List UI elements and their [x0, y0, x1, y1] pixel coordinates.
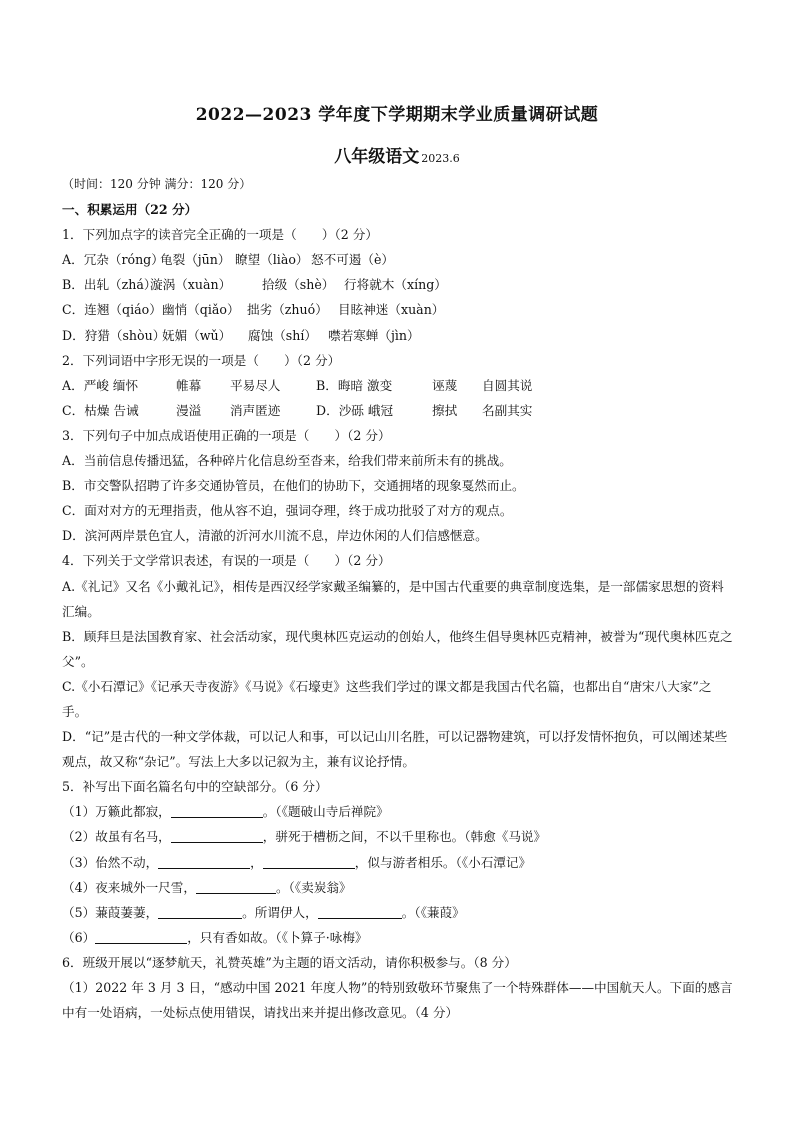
exam-subtitle — [0, 142, 794, 167]
q1-option-a — [62, 247, 734, 272]
q1-a-4: 怒不可遏（è） — [311, 252, 395, 268]
q5-item-4 — [62, 875, 734, 900]
answer-blank[interactable] — [171, 828, 263, 843]
q5-3-source: ，似与游者相乐。（《小石潭记》 — [354, 854, 532, 870]
answer-blank[interactable] — [171, 803, 263, 818]
q5-item-2 — [62, 824, 734, 849]
q1-d-2: 妩媚（wǔ） — [162, 327, 232, 343]
q5-6-text: （6） — [62, 929, 96, 945]
q5-item-6 — [62, 925, 734, 950]
q5-1-text: （1）万籁此都寂， — [62, 804, 171, 820]
q1-c-2: 幽悄（qiǎo） — [162, 302, 240, 318]
q5-6-source: ，只有香如故。（《卜算子·咏梅》 — [187, 929, 368, 945]
answer-blank[interactable] — [158, 904, 242, 919]
q1-b-4: 行将就木（xíng） — [344, 277, 447, 293]
q3-option-a: A．当前信息传播迅猛，各种碎片化信息纷至沓来，给我们带来前所未有的挑战。 — [62, 453, 512, 469]
q5-4-source: 。（《卖炭翁》 — [275, 879, 352, 895]
q4-option-a: A.《礼记》又名《小戴礼记》，相传是西汉经学家戴圣编纂的，是中国古代重要的典章制度选集，是一部儒家思想的资料汇编。 — [62, 578, 724, 619]
q3-option-c: C．面对对方的无理指责，他从容不迫，强词夺理，终于成功批驳了对方的观点。 — [62, 503, 513, 519]
q1-a-3: 瞭望（liào） — [235, 252, 309, 268]
q2-c-3: 消声匿迹 — [230, 402, 281, 418]
q1-d-4: 噤若寒蝉（jìn） — [328, 327, 420, 343]
q5-5-source: 。（《蒹葭》 — [401, 904, 465, 920]
q4-stem: 4．下列关于文学常识表述，有误的一项是（ ）（2 分） — [62, 553, 391, 569]
q5-2-source: ，骈死于槽枥之间，不以千里称也。（韩愈《马说》 — [262, 829, 547, 845]
exam-title: 2022—2023 学年度下学期期末学业质量调研试题 — [195, 105, 599, 125]
subject-label: 八年级语文 — [334, 147, 420, 167]
q5-1-source: 。（《题破山寺后禅院》 — [262, 804, 389, 820]
q5-3-text: （3）佁然不动， — [62, 854, 159, 870]
q2-a-2: 帷幕 — [176, 377, 202, 393]
q1-option-b — [62, 272, 734, 297]
q4-option-b: B．顾拜旦是法国教育家、社会活动家，现代奥林匹克运动的创始人，他终生倡导奥林匹克精神，被誉为“现代奥林匹克之父”。 — [62, 628, 733, 669]
q2-d-2: 擦拭 — [432, 402, 458, 418]
answer-blank[interactable] — [196, 879, 276, 894]
q3-option-b: B．市交警队招聘了许多交通协管员，在他们的协助下，交通拥堵的现象戛然而止。 — [62, 478, 525, 494]
q1-option-d — [62, 323, 734, 348]
q1-c-4: 目眩神迷（xuàn） — [338, 302, 445, 318]
q5-5-text: （5）蒹葭萋萋， — [62, 904, 159, 920]
q2-b-3: 自圆其说 — [482, 377, 533, 393]
q5-item-1 — [62, 799, 734, 824]
q2-row-2 — [62, 398, 734, 423]
q5-5-mid: 。所谓伊人， — [242, 904, 318, 920]
q2-stem: 2．下列词语中字形无误的一项是（ ）（2 分） — [62, 352, 341, 368]
q5-4-text: （4）夜来城外一尺雪， — [62, 879, 196, 895]
q2-c-2: 漫溢 — [176, 402, 202, 418]
q2-d-3: 名副其实 — [482, 402, 533, 418]
q2-c-1: C．枯燥 告诫 — [62, 402, 139, 418]
q1-a-1: A．冗杂（róng） — [62, 252, 164, 268]
answer-blank[interactable] — [158, 854, 250, 869]
q5-3-sep: ， — [250, 854, 263, 870]
answer-blank[interactable] — [263, 854, 355, 869]
q2-a-1: A．严峻 缅怀 — [62, 377, 139, 393]
q6-stem: 6．班级开展以“逐梦航天，礼赞英雄”为主题的语文活动，请你积极参与。（8 分） — [62, 954, 517, 970]
q1-d-1: D．狩猎（shòu） — [62, 327, 166, 343]
q4-option-c: C.《小石潭记》《记承天寺夜游》《马说》《石壕吏》这些我们学过的课文都是我国古代名篇，也都出自“唐宋八大家”之手。 — [62, 678, 712, 719]
q5-item-5 — [62, 900, 734, 925]
q2-b-2: 诬蔑 — [432, 377, 458, 393]
answer-blank[interactable] — [318, 904, 402, 919]
q2-a-3: 平易尽人 — [230, 377, 281, 393]
q1-d-3: 腐蚀（shí） — [248, 327, 317, 343]
q1-b-2: 漩涡（xuàn） — [150, 277, 232, 293]
q1-c-3: 拙劣（zhuó） — [247, 302, 328, 318]
q1-a-2: 龟裂（jūn） — [160, 252, 231, 268]
q1-option-c — [62, 297, 734, 322]
q2-b-1: B．晦暗 激变 — [316, 377, 393, 393]
q2-row-1 — [62, 373, 734, 398]
q3-option-d: D．滨河两岸景色宜人，清澈的沂河水川流不息，岸边休闲的人们信感惬意。 — [62, 528, 488, 544]
answer-blank[interactable] — [95, 929, 187, 944]
q4-option-d: D．“记”是古代的一种文学体裁，可以记人和事，可以记山川名胜，可以记器物建筑，可以抒发情怀抱负，可以阐述某些观点，故又称“杂记”。写法上大多以记叙为主，兼有议论抒情。 — [62, 729, 728, 770]
exam-content — [62, 172, 734, 1025]
q5-stem: 5．补写出下面名篇名句中的空缺部分。（6 分） — [62, 779, 328, 795]
q1-b-3: 拾级（shè） — [262, 277, 335, 293]
q5-item-3 — [62, 850, 734, 875]
section-heading: 一、积累运用（22 分） — [62, 202, 198, 218]
exam-info: （时间：120 分钟 满分：120 分） — [62, 177, 252, 191]
q1-b-1: B．出轧（zhá） — [62, 277, 157, 293]
exam-date: 2023.6 — [421, 152, 460, 165]
q6-part-1: （1）2022 年 3 月 3 日，“感动中国 2021 年度人物”的特别致敬环节聚焦了一个特殊群体——中国航天人。下面的感言中有一处语病，一处标点使用错误，请找出来并提出修改意见。（4 分） — [62, 980, 733, 1021]
q2-d-1: D．沙砾 峨冠 — [316, 402, 394, 418]
q1-c-1: C．连翘（qiáo） — [62, 302, 162, 318]
q5-2-text: （2）故虽有名马， — [62, 829, 171, 845]
q1-stem: 1．下列加点字的读音完全正确的一项是（ ）（2 分） — [62, 227, 378, 243]
q3-stem: 3．下列句子中加点成语使用正确的一项是（ ）（2 分） — [62, 427, 391, 443]
